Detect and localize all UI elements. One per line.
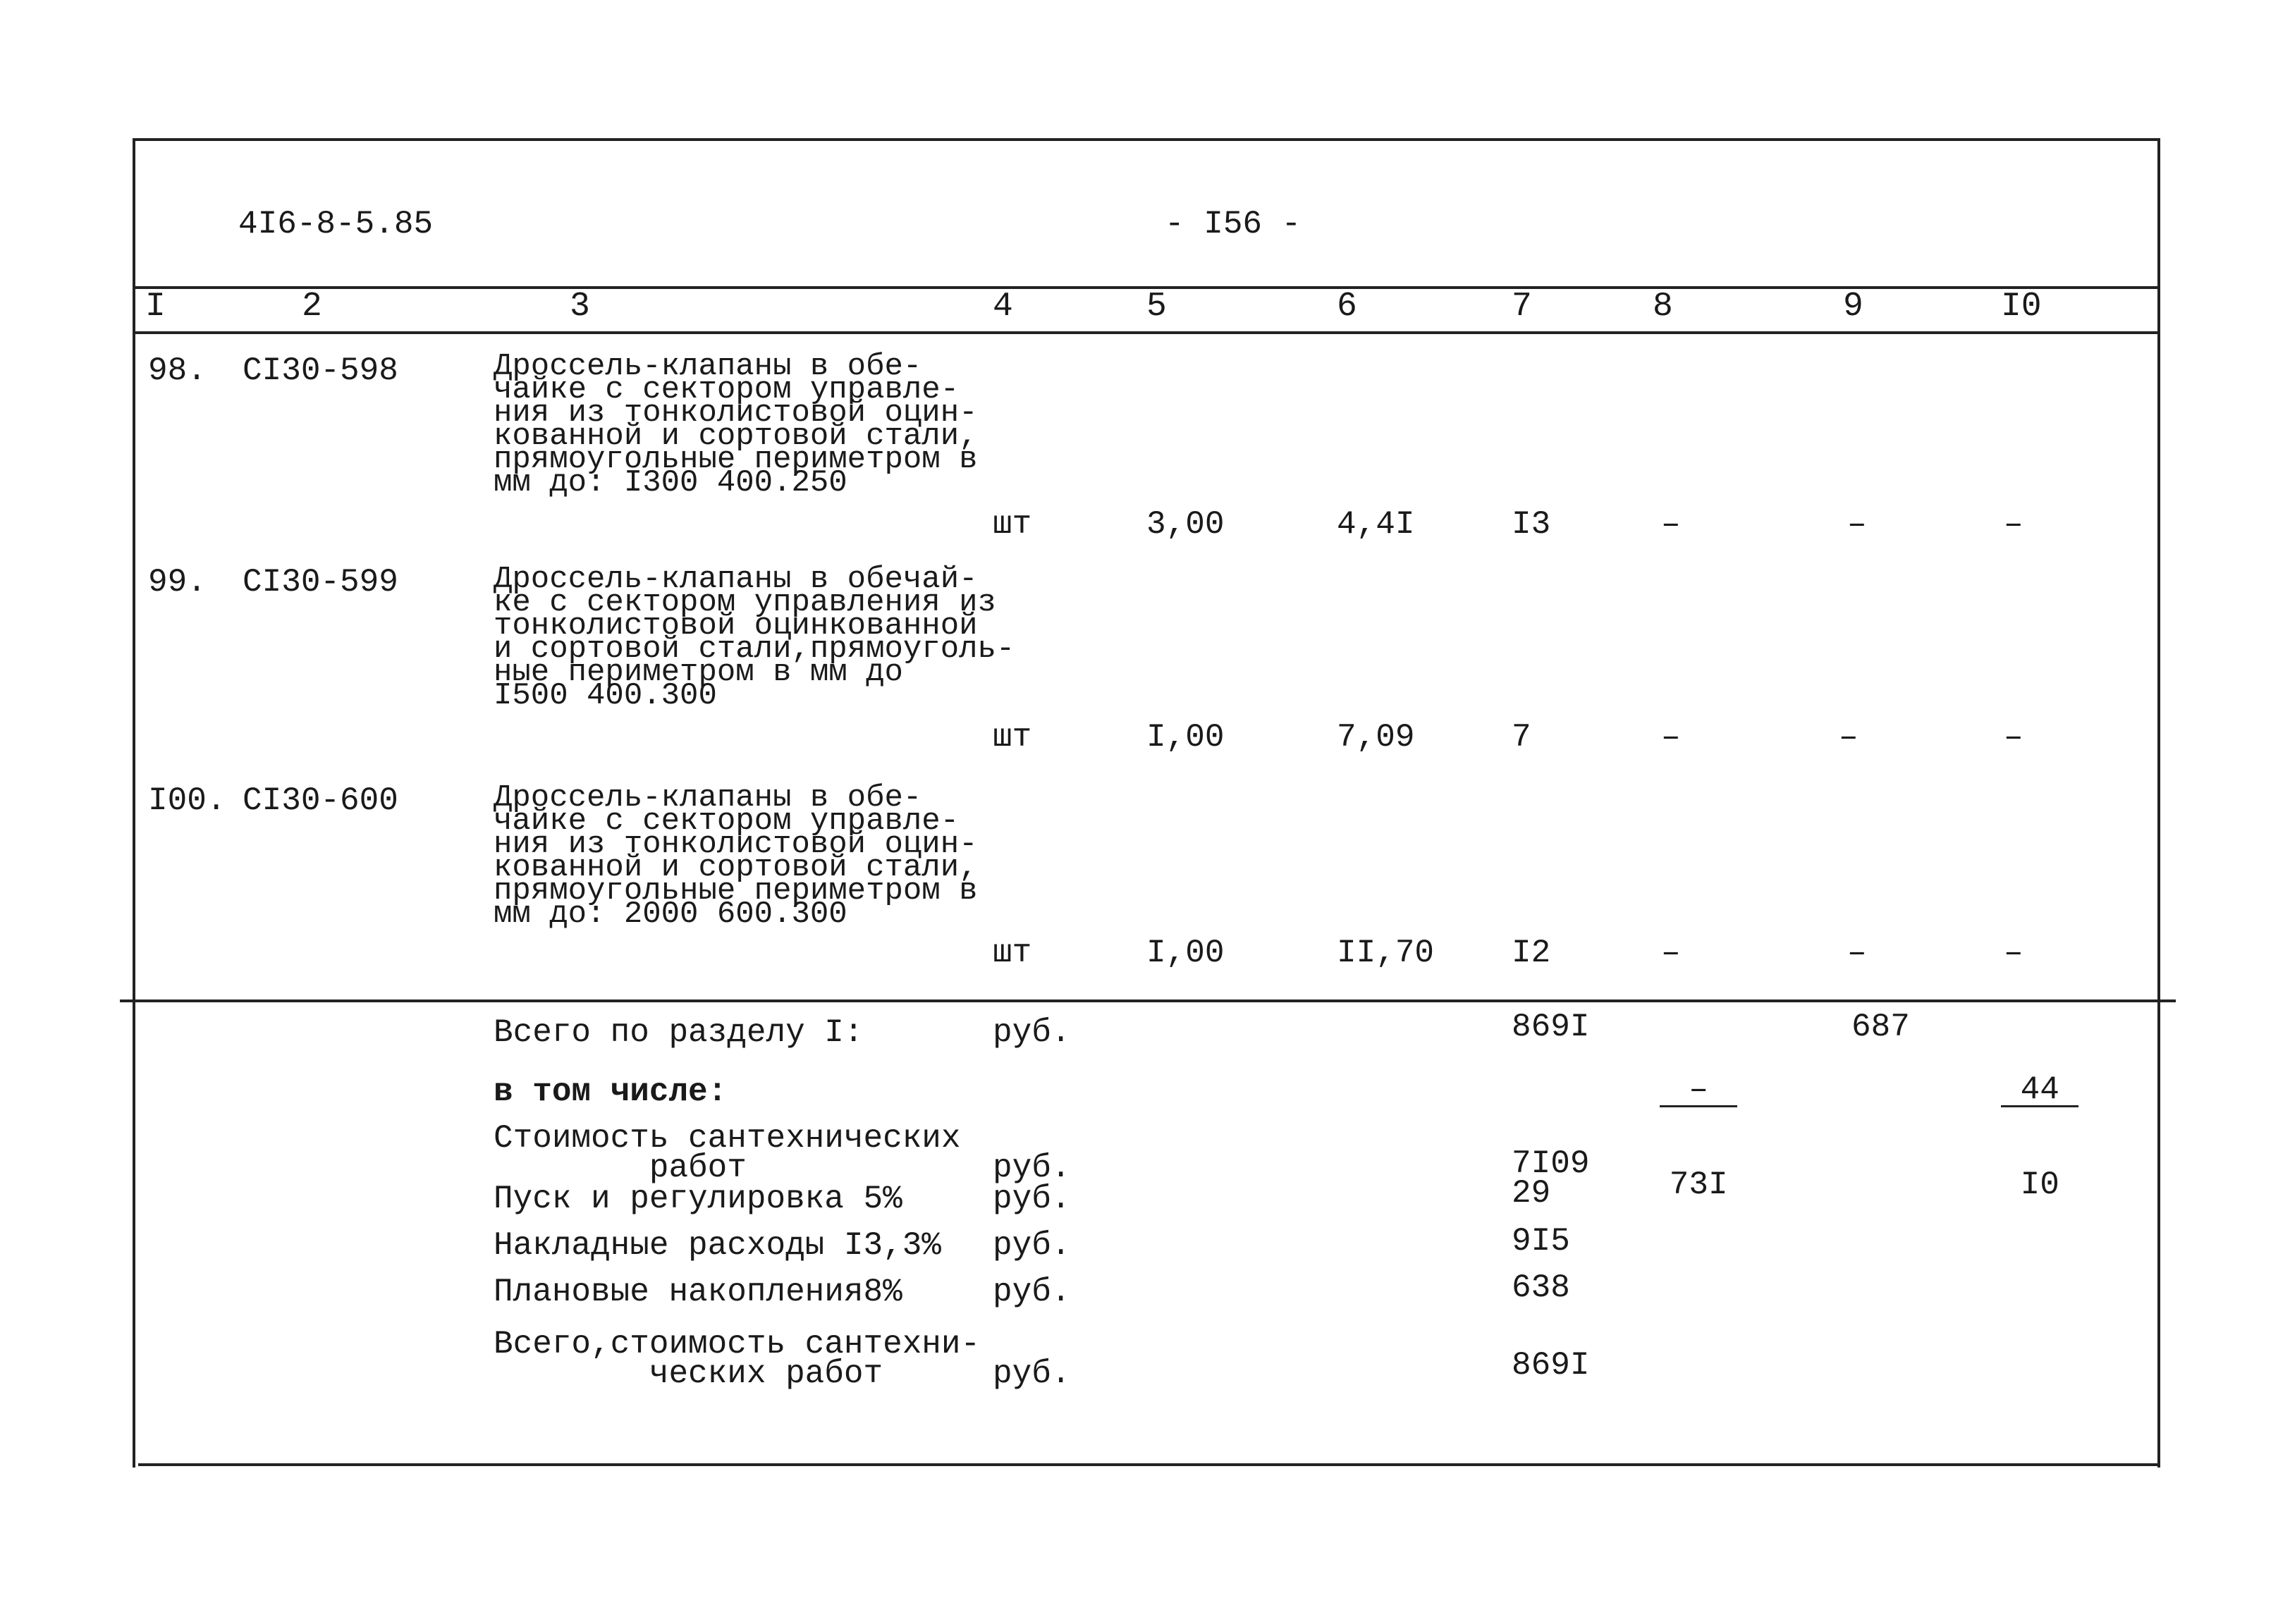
section-divider-line	[120, 999, 2176, 1002]
summary-item-label: Пуск и регулировка 5%	[494, 1181, 902, 1217]
total-label: Всего по разделу I:	[494, 1014, 864, 1051]
page-number: - I56 -	[1165, 206, 1302, 242]
total-col7: 869I	[1512, 1009, 1590, 1045]
total-col8-numerator: –	[1660, 1074, 1737, 1107]
row-col6: 4,4I	[1337, 506, 1415, 543]
frame-left-line	[133, 138, 135, 1468]
row-col10: –	[2004, 935, 2023, 971]
row-number: 99.	[148, 564, 207, 601]
row-col9: –	[1847, 506, 1867, 543]
row-col6: 7,09	[1337, 719, 1415, 756]
row-col7: I2	[1512, 935, 1551, 971]
row-col7: I3	[1512, 506, 1551, 543]
frame-bottom-line	[138, 1463, 2160, 1466]
row-code: CI30-600	[243, 782, 398, 819]
row-number: 98.	[148, 352, 207, 389]
summary-item-label: Плановые накопления8%	[494, 1274, 902, 1310]
row-col8: –	[1661, 719, 1681, 756]
total-col8-denominator: 73I	[1669, 1167, 1728, 1203]
column-number: 2	[302, 288, 322, 326]
row-col8: –	[1661, 506, 1681, 543]
row-code: CI30-599	[243, 564, 398, 601]
summary-item-unit: руб.	[993, 1181, 1071, 1217]
row-unit: шт	[993, 506, 1032, 543]
column-number: I	[145, 288, 166, 326]
summary-item-unit: руб.	[993, 1355, 1071, 1392]
summary-item-label: Накладные расходы I3,3%	[494, 1227, 941, 1264]
row-col10: –	[2004, 719, 2023, 756]
row-number: I00.	[148, 782, 226, 819]
total-col9: 687	[1851, 1009, 1910, 1045]
row-col5: I,00	[1146, 719, 1225, 756]
total-col10-denominator: I0	[2020, 1167, 2059, 1203]
summary-item-label: Всего,стоимость сантехни- ческих работ	[494, 1326, 981, 1392]
row-col9: –	[1847, 935, 1867, 971]
column-number: 3	[570, 288, 590, 326]
summary-item-value: 638	[1512, 1269, 1570, 1306]
summary-item-unit: руб.	[993, 1274, 1071, 1310]
summary-item-label: Стоимость сантехнических работ	[494, 1120, 961, 1186]
column-number: 8	[1653, 288, 1673, 326]
column-number: 7	[1512, 288, 1532, 326]
row-col9: –	[1839, 719, 1859, 756]
column-number: 5	[1146, 288, 1167, 326]
row-col5: 3,00	[1146, 506, 1225, 543]
row-col5: I,00	[1146, 935, 1225, 971]
total-col10-numerator: 44	[2001, 1074, 2078, 1107]
row-unit: шт	[993, 935, 1032, 971]
summary-item-unit: руб.	[993, 1227, 1071, 1264]
frame-right-line	[2157, 138, 2160, 1468]
row-description: Дроссель-клапаны в обечай- ке с сектором управления из тонколистовой оцинкованной и сортовой стали,прямоуголь- ные периметром в мм до I500 400.300	[494, 562, 1015, 713]
column-header-bottom-line	[135, 331, 2160, 334]
document-code: 4I6-8-5.85	[238, 206, 434, 242]
row-description: Дроссель-клапаны в обе- чайке с сектором управле- ния из тонколистовой оцин- кованной и сортовой стали, прямоугольные периметром в мм до: I300 400.250	[494, 349, 978, 500]
column-number: I0	[2001, 288, 2042, 326]
column-number: 6	[1337, 288, 1357, 326]
row-col10: –	[2004, 506, 2023, 543]
summary-item-value: 29	[1512, 1175, 1551, 1212]
row-col8: –	[1661, 935, 1681, 971]
summary-item-unit: руб.	[993, 1150, 1071, 1186]
row-code: CI30-598	[243, 352, 398, 389]
row-unit: шт	[993, 719, 1032, 756]
row-col7: 7	[1512, 719, 1531, 756]
row-description: Дроссель-клапаны в обе- чайке с сектором управле- ния из тонколистовой оцин- кованной и сортовой стали, прямоугольные периметром в мм до: 2000 600.300	[494, 780, 978, 932]
total-col10-fraction	[2001, 1012, 2078, 1262]
summary-item-value: 9I5	[1512, 1223, 1570, 1260]
including-label: в том числе:	[494, 1074, 728, 1110]
summary-item-value: 869I	[1512, 1347, 1590, 1384]
column-number: 4	[993, 288, 1013, 326]
row-col6: II,70	[1337, 935, 1435, 971]
total-unit: руб.	[993, 1014, 1071, 1051]
column-number: 9	[1843, 288, 1863, 326]
frame-top-line	[133, 138, 2160, 141]
total-col8-fraction	[1660, 1012, 1737, 1262]
summary-item-value: 7I09	[1512, 1145, 1590, 1182]
